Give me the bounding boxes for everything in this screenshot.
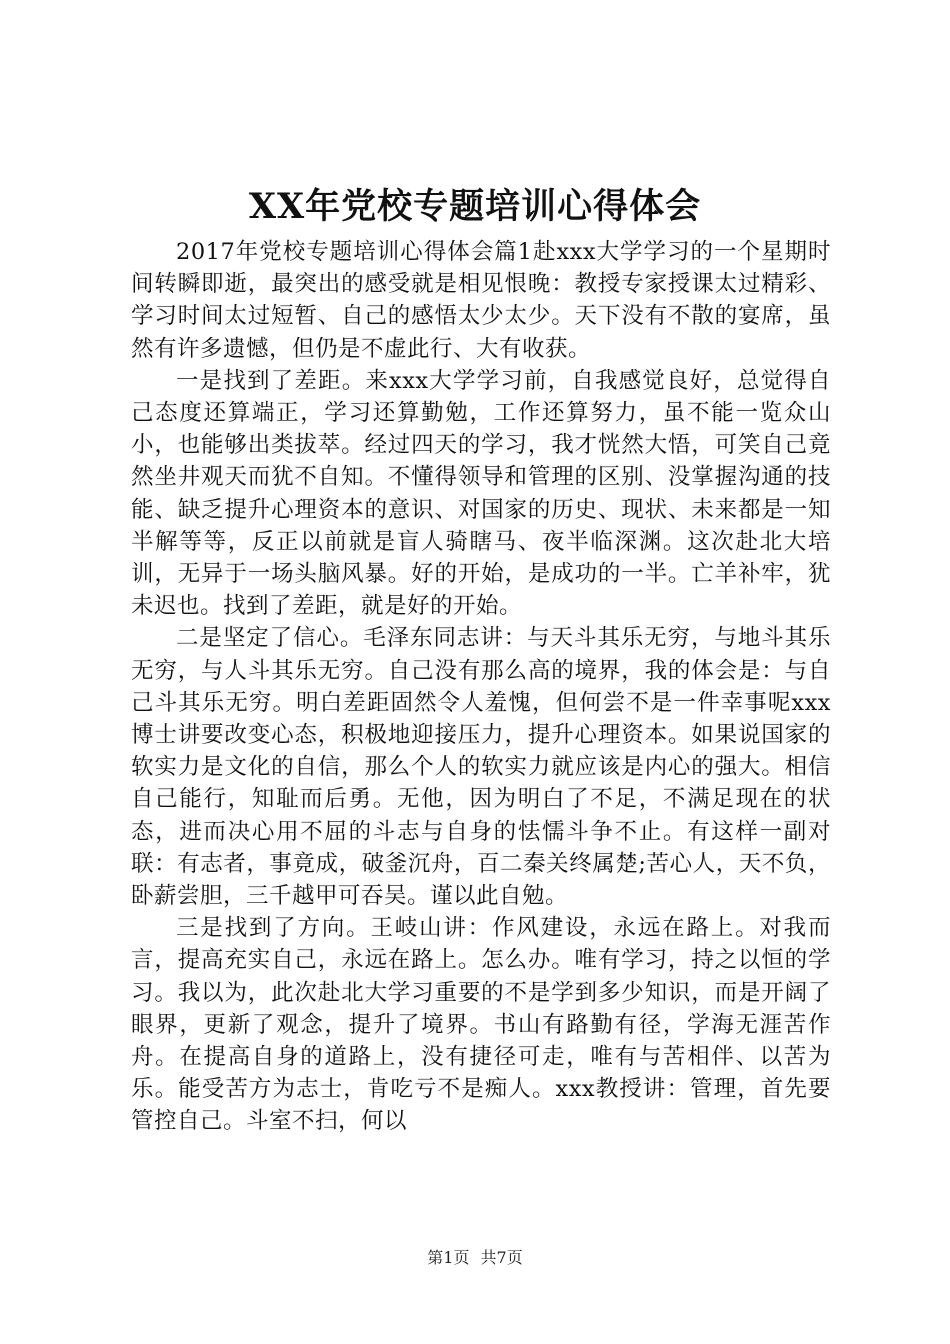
paragraph-intro: 2017年党校专题培训心得体会篇1赴xxx大学学习的一个星期时间转瞬即逝，最突出的感受就是相见恨晚：教授专家授课太过精彩、学习时间太过短暂、自己的感悟太少太少。天下没有不散的宴席，虽然有许多遗憾，但仍是不虚此行、大有收获。 [131,239,831,362]
page-number: 第1页 [427,1248,470,1267]
paragraph-point-one: 一是找到了差距。来xxx大学学习前，自我感觉良好，总觉得自己态度还算端正，学习还算勤勉，工作还算努力，虽不能一览众山小，也能够出类拔萃。经过四天的学习，我才恍然大悟，可笑自己竟然坐井观天而犹不自知。不懂得领导和管理的区别、没掌握沟通的技能、缺乏提升心理资本的意识、对国家的历史、现状、未来都是一知半解等等，反正以前就是盲人骑瞎马、夜半临深渊。这次赴北大培训，无异于一场头脑风暴。好的开始，是成功的一半。亡羊补牢，犹未迟也。找到了差距，就是好的开始。 [131,367,831,620]
paragraph-point-three: 三是找到了方向。王岐山讲：作风建设，永远在路上。对我而言，提高充实自己，永远在路上。怎么办。唯有学习，持之以恒的学习。我以为，此次赴北大学习重要的不是学到多少知识，而是开阔了眼界，更新了观念，提升了境界。书山有路勤有径，学海无涯苦作舟。在提高自身的道路上，没有捷径可走，唯有与苦相伴、以苦为乐。能受苦方为志士，肯吃亏不是痴人。xxx教授讲：管理，首先要管控自己。斗室不扫，何以 [131,915,831,1135]
page-total: 共7页 [480,1248,523,1267]
document-body [131,236,831,1138]
paragraph-point-two: 二是坚定了信心。毛泽东同志讲：与天斗其乐无穷，与地斗其乐无穷，与人斗其乐无穷。自己没有那么高的境界，我的体会是：与自己斗其乐无穷。明白差距固然令人羞愧，但何尝不是一件幸事呢xxx博士讲要改变心态，积极地迎接压力，提升心理资本。如果说国家的软实力是文化的自信，那么个人的软实力就应该是内心的强大。相信自己能行，知耻而后勇。无他，因为明白了不足，不满足现在的状态，进而决心用不屈的斗志与自身的怯懦斗争不止。有这样一副对联：有志者，事竟成，破釜沉舟，百二秦关终属楚;苦心人，天不负，卧薪尝胆，三千越甲可吞吴。谨以此自勉。 [131,625,831,910]
document-title: XX年党校专题培训心得体会 [248,186,702,227]
page-footer [0,1245,950,1268]
